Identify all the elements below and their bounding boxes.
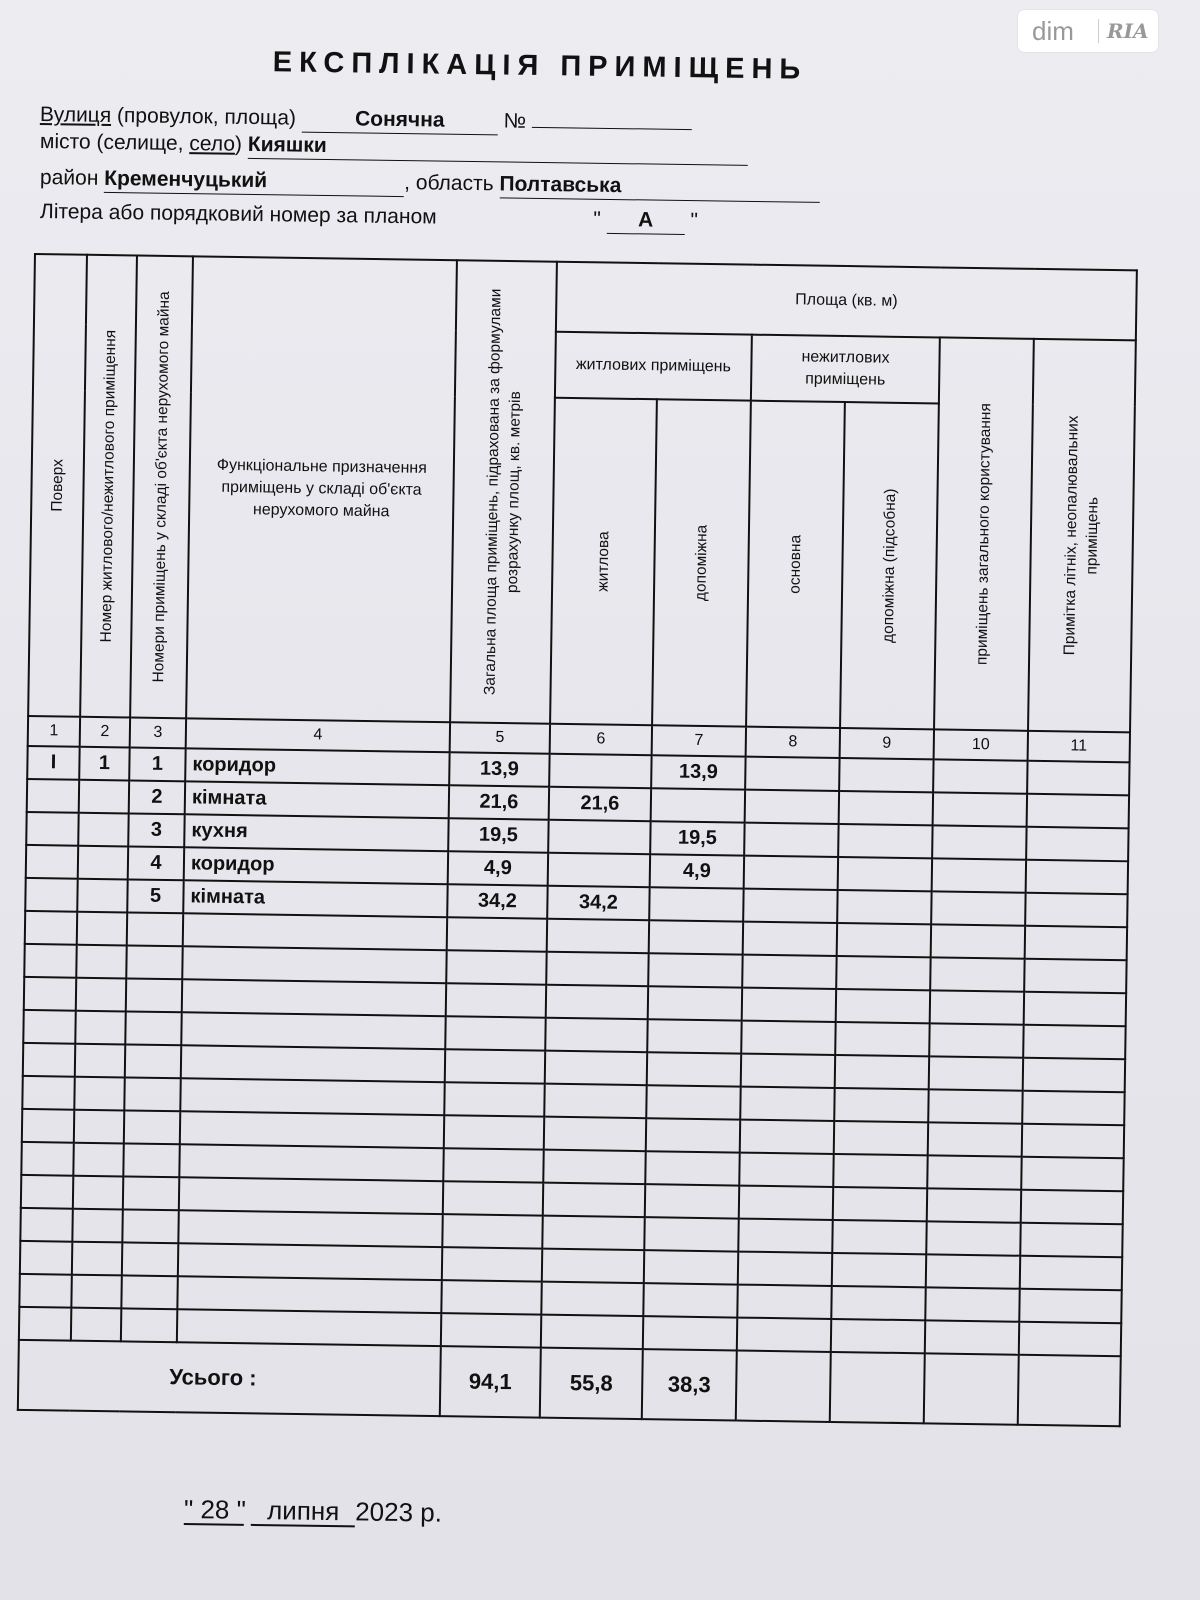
header-floor: Поверх xyxy=(28,254,87,717)
number-value xyxy=(532,103,692,130)
region-label: , область xyxy=(404,171,494,196)
cell-living xyxy=(549,754,651,789)
cell-unit xyxy=(78,846,128,880)
cell-floor xyxy=(26,812,78,846)
watermark-logo xyxy=(1018,10,1158,52)
district-label: район xyxy=(39,166,99,190)
explication-table xyxy=(17,253,1138,1427)
cell-room: 5 xyxy=(127,879,183,913)
totals-row xyxy=(18,1340,1121,1426)
cell-living xyxy=(548,820,650,855)
street-label-rest: (провулок, площа) xyxy=(116,104,297,130)
cell-room: 3 xyxy=(128,813,184,847)
cell-room: 2 xyxy=(129,780,185,814)
cell-aux: 19,5 xyxy=(650,821,744,855)
header-note: Примітка літніх, неопалювальних приміщень xyxy=(1028,339,1136,732)
date-suffix: р. xyxy=(420,1497,443,1528)
cell-total: 19,5 xyxy=(448,818,548,852)
cell-aux: 4,9 xyxy=(650,854,744,888)
city-label-close: ) xyxy=(234,132,243,156)
city-label-selected: село xyxy=(189,132,236,156)
cell-function: кухня xyxy=(184,814,448,851)
document-title: ЕКСПЛІКАЦІЯ ПРИМІЩЕНЬ xyxy=(272,46,808,86)
totals-total: 94,1 xyxy=(440,1346,541,1417)
cell-living: 21,6 xyxy=(549,787,651,822)
date-month: липня xyxy=(251,1496,355,1527)
cell-aux: 13,9 xyxy=(651,755,745,789)
cell-total: 4,9 xyxy=(448,851,548,885)
cell-function: кімната xyxy=(183,880,447,917)
cell-aux xyxy=(649,887,743,921)
header-unit-number: Номер житлового/нежитлового приміщення xyxy=(80,255,137,718)
cell-room: 1 xyxy=(129,747,185,781)
header-main: основна xyxy=(746,401,845,728)
date-quote-open: " xyxy=(183,1494,194,1525)
date-day: 28 xyxy=(200,1494,230,1525)
region-value: Полтавська xyxy=(499,173,819,202)
cell-living: 34,2 xyxy=(547,886,649,921)
column-number: 9 xyxy=(840,728,934,759)
cell-total: 21,6 xyxy=(449,785,549,819)
cell-total: 13,9 xyxy=(449,752,549,786)
city-label: місто (селище, xyxy=(39,130,190,156)
date-quote-close: " xyxy=(236,1494,247,1525)
cell-unit xyxy=(77,879,127,913)
watermark-site: dim xyxy=(1032,15,1074,46)
number-label: № xyxy=(503,109,527,133)
totals-label: Усього : xyxy=(18,1340,441,1416)
district-line xyxy=(40,166,820,203)
totals-living: 55,8 xyxy=(540,1348,643,1420)
cell-aux xyxy=(651,788,745,822)
column-number: 3 xyxy=(130,717,186,748)
cell-function: коридор xyxy=(185,748,449,785)
column-number: 8 xyxy=(746,727,840,758)
date-year: 2023 xyxy=(355,1496,414,1528)
cell-unit xyxy=(78,813,128,847)
cell-total: 34,2 xyxy=(447,884,547,918)
watermark-brand: RIA xyxy=(1098,19,1149,43)
cell-function: кімната xyxy=(185,781,449,818)
letter-quote-close: " xyxy=(690,209,699,233)
cell-unit: 1 xyxy=(79,747,129,781)
column-number: 6 xyxy=(550,724,652,756)
document-date xyxy=(184,1494,442,1529)
header-auxiliary: допоміжна xyxy=(652,399,751,726)
letter-quote-open: " xyxy=(593,207,601,231)
totals-aux: 38,3 xyxy=(642,1349,737,1420)
cell-floor: І xyxy=(27,746,79,780)
header-living: житлова xyxy=(550,398,657,725)
letter-value: А xyxy=(606,209,684,235)
column-number: 1 xyxy=(28,716,80,747)
header-auxiliary-utility: допоміжна (підсобна) xyxy=(840,402,939,729)
header-common-use: приміщень загального користування xyxy=(934,337,1034,730)
header-total-area: Загальна площа приміщень, підрахована за формулами розрахунку площ, кв. метрів xyxy=(450,260,557,723)
cell-room: 4 xyxy=(128,846,184,880)
cell-function: коридор xyxy=(184,847,448,884)
cell-floor xyxy=(25,878,77,912)
letter-label: Літера або порядковий номер за планом xyxy=(39,200,437,229)
column-number: 11 xyxy=(1028,731,1130,763)
column-number: 5 xyxy=(450,722,550,753)
header-nonresidential: нежитлових приміщень xyxy=(751,335,940,404)
street-label: Вулиця xyxy=(39,103,112,127)
column-number: 4 xyxy=(186,718,450,752)
cell-floor xyxy=(27,779,79,813)
cell-living xyxy=(548,853,650,888)
column-number: 10 xyxy=(934,729,1028,760)
street-value: Сонячна xyxy=(302,108,498,136)
header-area-group: Площа (кв. м) xyxy=(556,262,1137,341)
cell-floor xyxy=(26,845,78,879)
cell-unit xyxy=(79,780,129,814)
letter-line xyxy=(40,200,698,235)
column-number: 7 xyxy=(652,725,746,756)
header-function: Функціональне призначення приміщень у складі об'єкта нерухомого майна xyxy=(186,256,457,722)
district-value: Кременчуцький xyxy=(104,168,404,197)
header-room-numbers: Номери приміщень у складі об'єкта нерухомого майна xyxy=(130,256,193,719)
column-number: 2 xyxy=(80,717,130,748)
header-residential: житлових приміщень xyxy=(555,332,752,401)
city-value: Кияшки xyxy=(248,134,748,166)
